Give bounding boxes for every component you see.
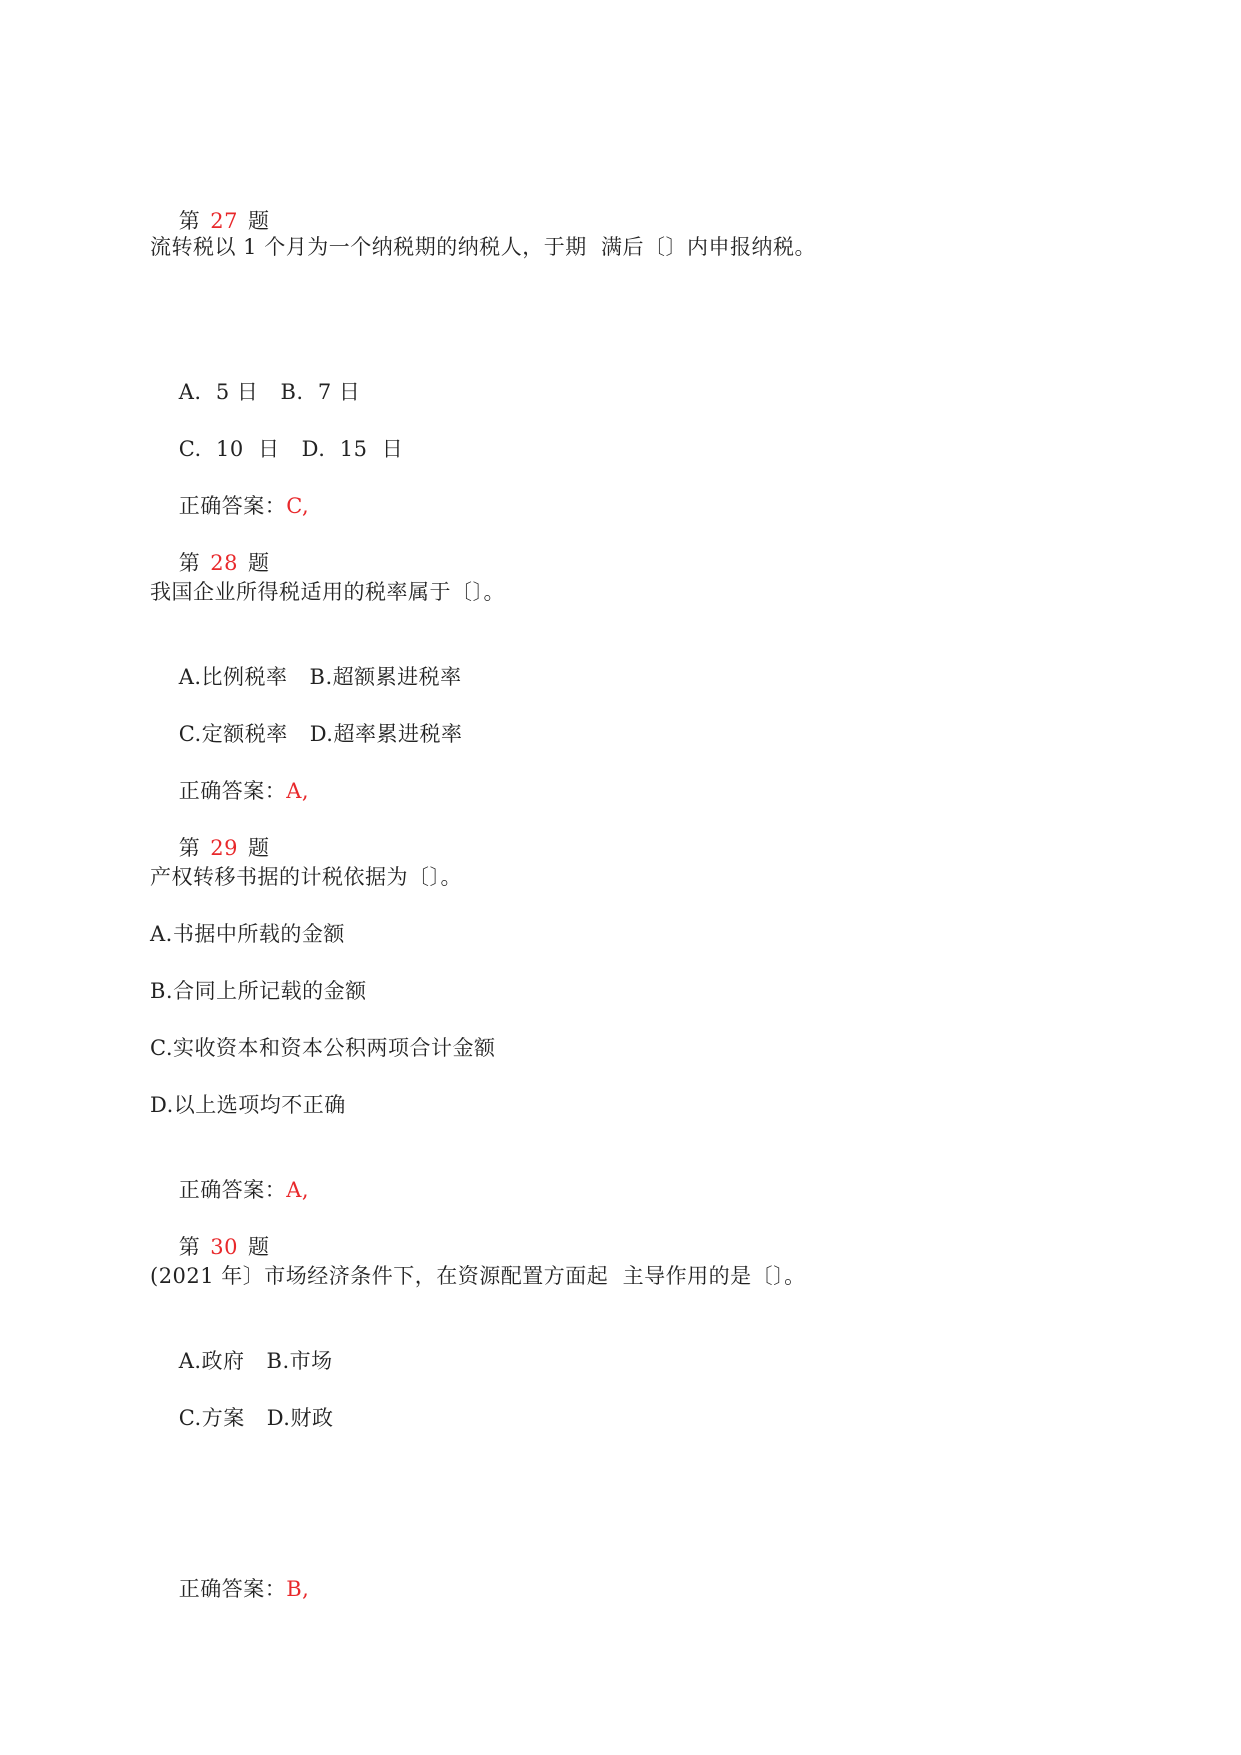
- answer-value: A,: [286, 779, 310, 803]
- question-stem: 产权转移书据的计税依据为〔〕。: [150, 865, 462, 889]
- question-number: 27: [210, 209, 238, 233]
- answer-value: A,: [286, 1178, 310, 1202]
- question-stem: 我国企业所得税适用的税率属于〔〕。: [150, 580, 505, 604]
- answer-label: 正确答案：: [178, 1178, 287, 1202]
- answer-line: [150, 1547, 309, 1631]
- question-prefix: 第: [178, 1235, 201, 1259]
- option-c: C.定额税率: [178, 722, 288, 746]
- option-a: A.政府: [178, 1349, 245, 1373]
- option-b: B.超额累进税率: [309, 665, 462, 689]
- option-b: B.市场: [266, 1349, 333, 1373]
- question-number: 30: [210, 1235, 238, 1259]
- option-c: C. 10 日: [178, 437, 280, 461]
- question-suffix: 题: [247, 209, 270, 233]
- option-a: A.书据中所载的金额: [150, 922, 345, 946]
- question-suffix: 题: [247, 836, 270, 860]
- option-d: D.以上选项均不正确: [150, 1093, 346, 1117]
- question-number: 29: [210, 836, 238, 860]
- option-d: D.财政: [266, 1406, 334, 1430]
- question-stem: 流转税以 1 个月为一个纳税期的纳税人，于期 满后〔〕内申报纳税。: [150, 235, 817, 259]
- question-suffix: 题: [247, 1235, 270, 1259]
- option-a: A. 5 日: [178, 380, 259, 404]
- question-number: 28: [210, 551, 238, 575]
- option-b: B. 7 日: [280, 380, 361, 404]
- answer-label: 正确答案：: [178, 779, 287, 803]
- option-c: C.方案: [178, 1406, 245, 1430]
- option-b: B.合同上所记载的金额: [150, 979, 367, 1003]
- question-stem: (2021 年〕市场经济条件下，在资源配置方面起 主导作用的是〔〕。: [150, 1264, 806, 1288]
- question-prefix: 第: [178, 836, 201, 860]
- option-a: A.比例税率: [178, 665, 288, 689]
- option-line: [150, 1376, 333, 1460]
- question-suffix: 题: [247, 551, 270, 575]
- answer-value: C,: [286, 494, 310, 518]
- answer-label: 正确答案：: [178, 1577, 287, 1601]
- answer-value: B,: [286, 1577, 310, 1601]
- question-prefix: 第: [178, 209, 201, 233]
- option-d: D.超率累进税率: [309, 722, 463, 746]
- question-prefix: 第: [178, 551, 201, 575]
- answer-label: 正确答案：: [178, 494, 287, 518]
- option-d: D. 15 日: [301, 437, 404, 461]
- option-c: C.实收资本和资本公积两项合计金额: [150, 1036, 496, 1060]
